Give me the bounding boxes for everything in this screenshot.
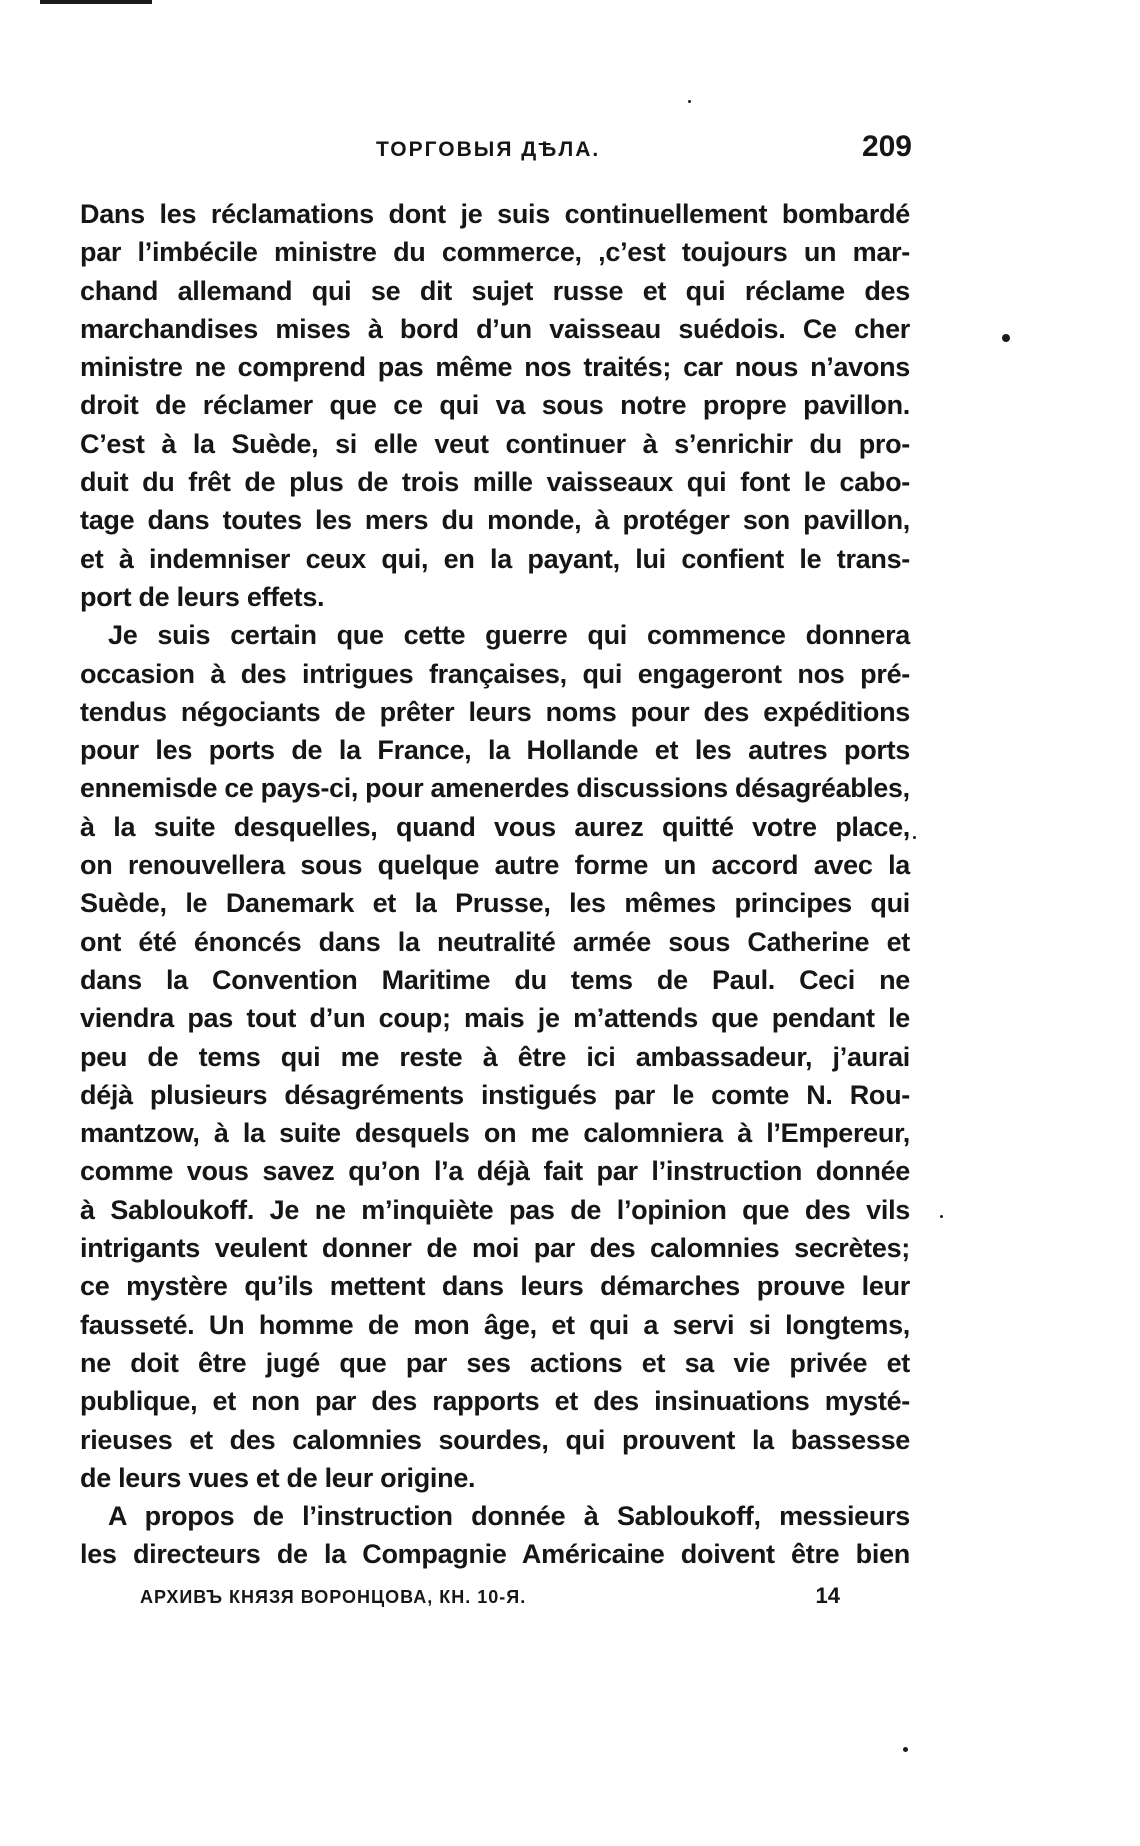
text-line: comme vous savez qu’on l’a déjà fait par l’instruction donnée (80, 1156, 910, 1187)
text-line: droit de réclamer que ce qui va sous notre propre pavillon. (80, 390, 910, 421)
text-line: intrigants veulent donner de moi par des calomnies secrètes; (80, 1233, 910, 1264)
text-line: dans la Convention Maritime du tems de Paul. Ceci ne (80, 964, 910, 995)
text-line: à Sabloukoff. Je ne m’inquiète pas de l’opinion que des vils (80, 1194, 910, 1225)
text-line: publique, et non par des rapports et des insinuations mysté- (80, 1386, 910, 1417)
text-line: mantzow, à la suite desquels on me calomniera à l’Empereur, (80, 1118, 910, 1149)
text-line: rieuses et des calomnies sourdes, qui prouvent la bassesse (80, 1424, 910, 1455)
top-corner-rule (40, 0, 152, 4)
text-line: déjà plusieurs désagréments instigués par le comte N. Rou- (80, 1079, 910, 1110)
text-line: port de leurs effets. (80, 581, 325, 612)
text-line: Je suis certain que cette guerre qui commence donnera (108, 620, 910, 651)
text-line: on renouvellera sous quelque autre forme un accord avec la (80, 850, 910, 881)
print-speck (688, 100, 691, 103)
print-speck (940, 1215, 943, 1218)
text-line: à la suite desquelles, quand vous aurez quitté votre place, (80, 811, 910, 842)
text-line: duit du frêt de plus de trois mille vaisseaux qui font le cabo- (80, 467, 910, 498)
text-line: Dans les réclamations dont je suis continuellement bombardé (80, 199, 910, 229)
text-line: peu de tems qui me reste à être ici ambassadeur, j’aurai (80, 1041, 910, 1072)
text-line: pour les ports de la France, la Hollande et les autres ports (80, 735, 910, 766)
text-line: A propos de l’instruction donnée à Sabloukoff, messieurs (108, 1501, 910, 1532)
text-line: ennemisde ce pays-ci, pour amenerdes discussions désagréables, (80, 773, 910, 804)
text-line: et à indemniser ceux qui, en la payant, lui confient le trans- (80, 543, 910, 574)
text-line: viendra pas tout d’un coup; mais je m’attends que pendant le (80, 1003, 910, 1034)
text-line: ministre ne comprend pas même nos traités; car nous n’avons (80, 352, 910, 383)
running-header (78, 128, 912, 172)
text-line: les directeurs de la Compagnie Américaine doivent être bien (80, 1539, 910, 1570)
text-line: par l’imbécile ministre du commerce, ,c’est toujours un mar- (80, 237, 910, 268)
signature-mark: АРХИВЪ КНЯЗЯ ВОРОНЦОВА, КН. 10-Я. (140, 1587, 527, 1607)
text-line: ce mystère qu’ils mettent dans leurs démarches prouve leur (80, 1271, 910, 1302)
text-line: occasion à des intrigues françaises, qui engageront nos pré- (80, 658, 910, 689)
print-speck (903, 1747, 908, 1752)
text-line: ont été énoncés dans la neutralité armée sous Catherine et (80, 926, 910, 957)
text-body (80, 195, 910, 1574)
text-line: C’est à la Suède, si elle veut continuer à s’enrichir du pro- (80, 428, 910, 459)
page-number: 209 (861, 130, 912, 163)
text-line: tage dans toutes les mers du monde, à protéger son pavillon, (80, 505, 910, 536)
text-line: de leurs vues et de leur origine. (80, 1462, 476, 1493)
print-speck (913, 836, 916, 839)
text-line: marchandises mises à bord d’un vaisseau suédois. Ce cher (80, 313, 910, 344)
text-line: fausseté. Un homme de mon âge, et qui a servi si longtems, (80, 1309, 910, 1340)
text-line: tendus négociants de prêter leurs noms pour des expéditions (80, 696, 910, 727)
running-title: ТОРГОВЫЯ ДѢЛА. (376, 138, 601, 161)
signature-footer (130, 1583, 840, 1617)
text-line: chand allemand qui se dit sujet russe et qui réclame des (80, 275, 910, 306)
sheet-number: 14 (815, 1583, 840, 1608)
text-line: ne doit être jugé que par ses actions et sa vie privée et (80, 1347, 910, 1378)
text-line: Suède, le Danemark et la Prusse, les mêmes principes qui (80, 888, 910, 919)
print-speck (1002, 334, 1010, 342)
